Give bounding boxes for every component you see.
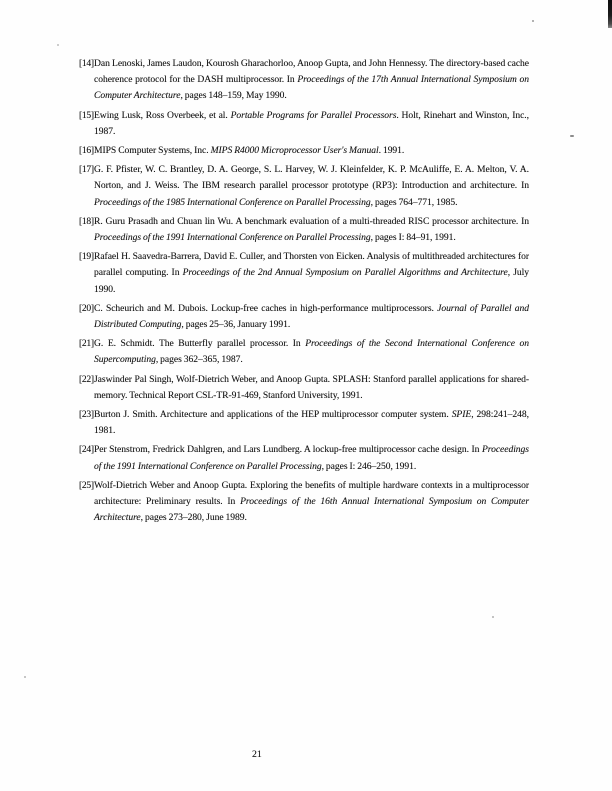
reference-text bbox=[94, 216, 529, 243]
reference-text bbox=[94, 338, 529, 365]
reference-text-segment: Dan Lenoski, James Laudon, Kourosh Gharachorloo, Anoop Gupta, and John Hennessy. The directory-based cache coherence protocol for the DASH multiprocessor. In bbox=[94, 58, 529, 86]
reference-entry bbox=[79, 108, 529, 140]
reference-entry bbox=[79, 301, 529, 333]
reference-text-segment: , July 1990. bbox=[94, 267, 529, 295]
reference-text bbox=[94, 164, 529, 207]
scan-artifact-speck bbox=[57, 44, 59, 46]
scan-artifact-corner-bar bbox=[608, 0, 612, 28]
reference-text-segment: . Holt, Rinehart and Winston, Inc., 1987. bbox=[94, 109, 529, 137]
reference-text bbox=[94, 480, 529, 523]
reference-number: [23] bbox=[79, 409, 94, 421]
reference-number: [18] bbox=[79, 215, 94, 227]
reference-entry bbox=[79, 442, 529, 474]
reference-title-italic: Portable Programs for Parallel Processors bbox=[230, 109, 397, 121]
reference-text bbox=[94, 409, 529, 436]
reference-text-segment: , pages I: 246–250, 1991. bbox=[321, 460, 417, 472]
scan-artifact-speck bbox=[532, 20, 534, 22]
reference-text-segment: , pages 764–771, 1985. bbox=[370, 196, 458, 208]
reference-title-italic: Proceedings of the 1991 International Conference on Parallel Processing bbox=[94, 444, 529, 472]
reference-entry bbox=[79, 336, 529, 368]
reference-text-segment: Burton J. Smith. Architecture and applications of the HEP multiprocessor computer system. bbox=[94, 409, 452, 421]
reference-title-italic: Proceedings of the 1991 International Conference on Parallel Processing bbox=[94, 232, 371, 244]
reference-title-italic: Journal of Parallel and Distributed Computing bbox=[94, 302, 529, 331]
reference-text bbox=[94, 374, 529, 401]
reference-text-segment: , 298:241–248, 1981. bbox=[94, 409, 529, 437]
scan-artifact-speck bbox=[24, 676, 26, 678]
scan-artifact-speck bbox=[492, 616, 494, 618]
reference-number: [17] bbox=[79, 164, 94, 176]
page-number: 21 bbox=[252, 749, 262, 760]
reference-text bbox=[94, 251, 529, 294]
reference-number: [21] bbox=[79, 338, 94, 350]
reference-text-segment: , pages 148–159, May 1990. bbox=[180, 90, 287, 102]
reference-text-segment: MIPS Computer Systems, Inc. bbox=[94, 145, 211, 157]
reference-entry bbox=[79, 162, 529, 211]
reference-text bbox=[94, 303, 529, 330]
reference-title-italic: Proceedings of the 17th Annual International Symposium on Computer Architecture bbox=[94, 74, 529, 102]
reference-text bbox=[94, 110, 529, 137]
reference-title-italic: Proceedings of the 16th Annual International Symposium on Computer Architecture bbox=[94, 496, 530, 524]
reference-text bbox=[94, 444, 529, 471]
reference-title-italic: SPIE bbox=[451, 409, 472, 421]
reference-text-segment: Jaswinder Pal Singh, Wolf-Dietrich Weber, and Anoop Gupta. SPLASH: Stanford parallel applications for shared-memory. Technical Report CSL-TR-91-469, Stanford University, 1991. bbox=[94, 373, 529, 401]
reference-title-italic: Proceedings of the 1985 International Conference on Parallel Processing bbox=[94, 196, 371, 208]
references-list bbox=[79, 56, 529, 529]
reference-entry bbox=[79, 249, 529, 298]
reference-number: [16] bbox=[79, 145, 94, 157]
reference-text-segment: . 1991. bbox=[378, 145, 405, 157]
reference-entry bbox=[79, 407, 529, 439]
reference-number: [15] bbox=[79, 109, 94, 121]
reference-text bbox=[94, 58, 529, 101]
reference-text-segment: Per Stenstrom, Fredrick Dahlgren, and Lars Lundberg. A lockup-free multiprocessor cache design. In bbox=[94, 444, 482, 456]
reference-text-segment: G. E. Schmidt. The Butterfly parallel processor. In bbox=[94, 338, 306, 350]
reference-title-italic: Proceedings of the Second International Conference on Supercomputing bbox=[94, 338, 529, 366]
reference-text-segment: Wolf-Dietrich Weber and Anoop Gupta. Exploring the benefits of multiple hardware contexts in a multiprocessor architecture: Preliminary results. In bbox=[94, 479, 529, 508]
reference-number: [25] bbox=[79, 479, 94, 491]
reference-text-segment: , pages 273–280, June 1989. bbox=[140, 512, 247, 524]
reference-title-italic: MIPS R4000 Microprocessor User's Manual bbox=[210, 145, 379, 157]
reference-text bbox=[94, 145, 404, 156]
reference-entry bbox=[79, 372, 529, 404]
scan-artifact-speck bbox=[570, 135, 574, 137]
reference-text-segment: Rafael H. Saavedra-Barrera, David E. Culler, and Thorsten von Eicken. Analysis of multithreaded architectures for parallel computing. In bbox=[94, 251, 529, 279]
reference-text-segment: , pages I: 84–91, 1991. bbox=[370, 232, 456, 244]
reference-text-segment: G. F. Pfister, W. C. Brantley, D. A. George, S. L. Harvey, W. J. Kleinfelder, K. P. McAuliffe, E. A. Melton, V. A. Norton, and J. Weiss. The IBM research parallel processor prototype (RP3): Introduction and architecture. In bbox=[94, 164, 529, 192]
reference-text-segment: R. Guru Prasadh and Chuan lin Wu. A benchmark evaluation of a multi-threaded RISC processor architecture. In bbox=[94, 215, 529, 227]
reference-number: [22] bbox=[79, 373, 94, 385]
reference-text-segment: C. Scheurich and M. Dubois. Lockup-free caches in high-performance multiprocessors. bbox=[94, 302, 438, 314]
reference-entry bbox=[79, 143, 529, 159]
reference-entry bbox=[79, 214, 529, 246]
reference-number: [19] bbox=[79, 251, 94, 263]
reference-entry bbox=[79, 56, 529, 105]
reference-number: [24] bbox=[79, 444, 94, 456]
reference-number: [14] bbox=[79, 58, 94, 69]
reference-entry bbox=[79, 478, 529, 527]
reference-text-segment: , pages 362–365, 1987. bbox=[155, 354, 243, 366]
reference-text-segment: Ewing Lusk, Ross Overbeek, et al. bbox=[94, 109, 231, 121]
reference-number: [20] bbox=[79, 302, 94, 314]
reference-title-italic: Proceedings of the 2nd Annual Symposium on Parallel Algorithms and Architecture bbox=[182, 267, 508, 279]
reference-text-segment: , pages 25–36, January 1991. bbox=[181, 319, 291, 331]
